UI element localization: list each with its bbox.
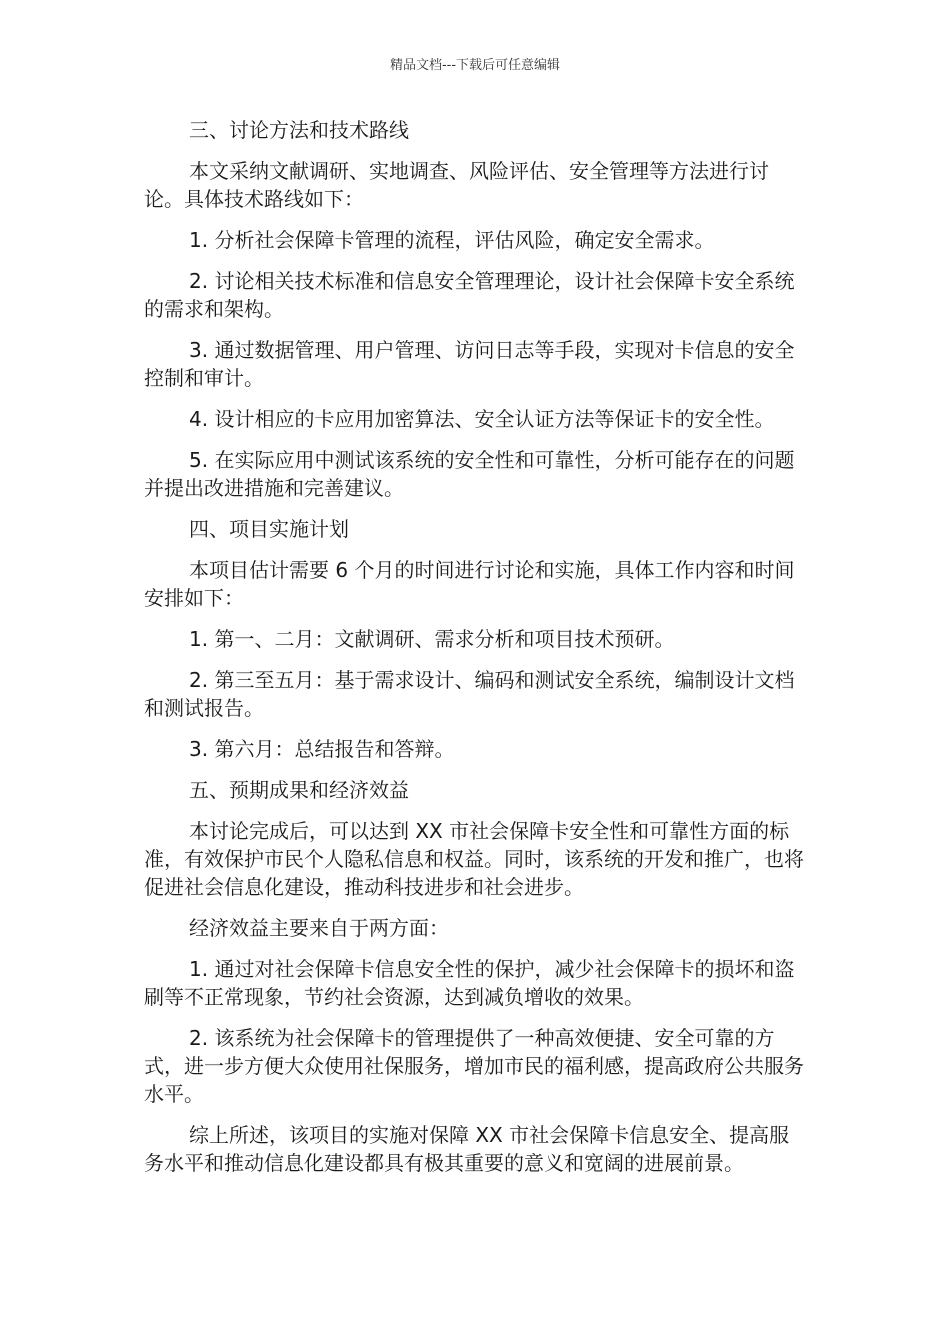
list-item: 5. 在实际应用中测试该系统的安全性和可靠性，分析可能存在的问题并提出改进措施和完善建议。 [144,448,795,500]
paragraph: 经济效益主要来自于两方面： [189,916,449,940]
list-item: 3. 通过数据管理、用户管理、访问日志等手段，实现对卡信息的安全控制和审计。 [144,338,795,390]
section-heading-methods: 三、讨论方法和技术路线 [189,118,409,142]
section-heading-outcomes: 五、预期成果和经济效益 [189,778,409,802]
list-item: 1. 通过对社会保障卡信息安全性的保护，减少社会保障卡的损坏和盗刷等不正常现象，节约社会资源，达到减负增收的效果。 [144,957,795,1009]
section-heading-plan: 四、项目实施计划 [189,517,349,541]
paragraph: 本讨论完成后，可以达到 XX 市社会保障卡安全性和可靠性方面的标准，有效保护市民个人隐私信息和权益。同时，该系统的开发和推广，也将促进社会信息化建设，推动科技进步和社会进步。 [144,819,804,899]
paragraph: 本项目估计需要 6 个月的时间进行讨论和实施，具体工作内容和时间安排如下： [144,558,795,610]
paragraph: 综上所述，该项目的实施对保障 XX 市社会保障卡信息安全、提高服务水平和推动信息化建设都具有极其重要的意义和宽阔的进展前景。 [144,1123,790,1175]
page-header: 精品文档---下载后可任意编辑 [389,58,561,73]
list-item: 2. 第三至五月：基于需求设计、编码和测试安全系统，编制设计文档和测试报告。 [144,668,795,720]
document-body [144,116,808,1190]
list-item: 1. 第一、二月：文献调研、需求分析和项目技术预研。 [189,627,675,651]
list-item: 2. 该系统为社会保障卡的管理提供了一种高效便捷、安全可靠的方式，进一步方便大众使用社保服务，增加市民的福利感，提高政府公共服务水平。 [144,1026,804,1106]
list-item: 2. 讨论相关技术标准和信息安全管理理论，设计社会保障卡安全系统的需求和架构。 [144,269,795,321]
list-item: 4. 设计相应的卡应用加密算法、安全认证方法等保证卡的安全性。 [189,407,775,431]
paragraph: 本文采纳文献调研、实地调查、风险评估、安全管理等方法进行讨论。具体技术路线如下： [144,159,769,211]
list-item: 3. 第六月：总结报告和答辩。 [189,737,455,761]
list-item: 1. 分析社会保障卡管理的流程，评估风险，确定安全需求。 [189,228,715,252]
